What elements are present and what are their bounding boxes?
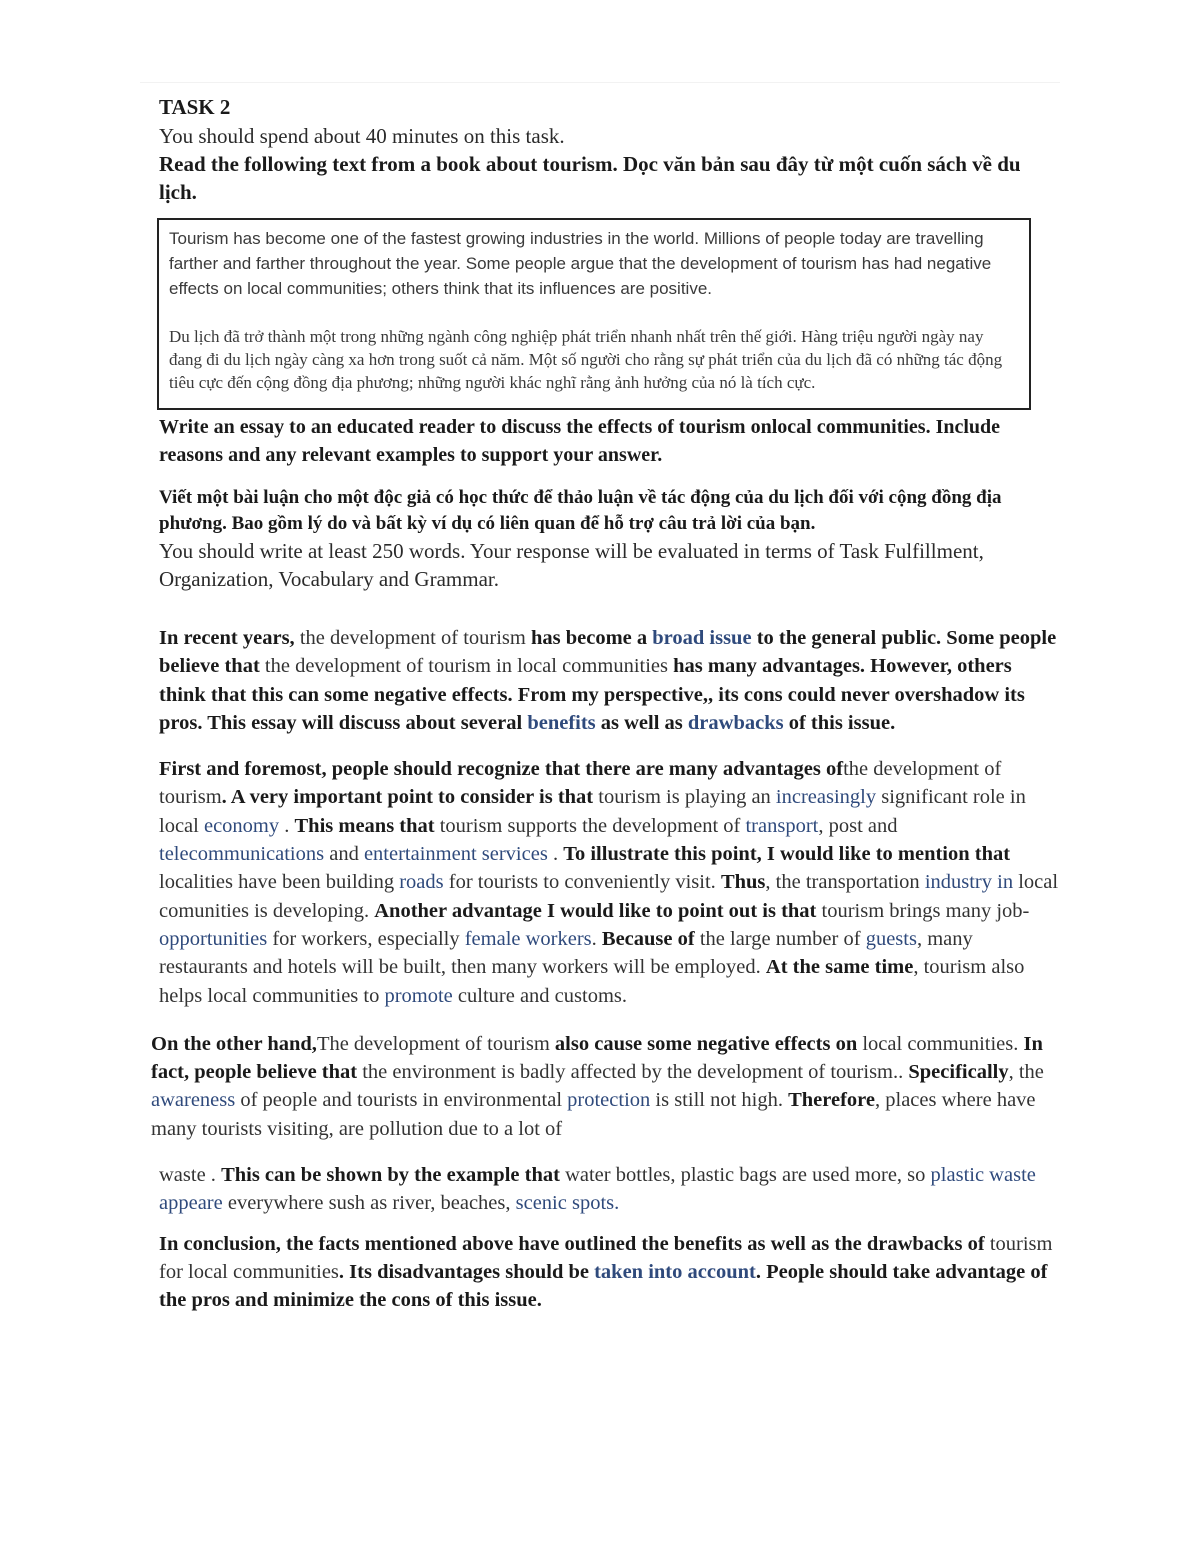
text-run: scenic spots.	[515, 1192, 620, 1215]
text-run: has many advantages. However, others think that this can some negative effects. From my perspective,, its cons could never overshadow its pros. This essay will discuss about several	[159, 655, 1025, 734]
text-run: has become a	[530, 627, 653, 649]
text-run: , post and	[818, 814, 898, 837]
text-run: tourism is playing an	[598, 786, 776, 809]
text-run: awareness	[151, 1089, 236, 1112]
page-top-border	[140, 82, 1060, 83]
text-run: significant role in local	[159, 786, 1026, 837]
text-run: This can be shown by the example that	[221, 1164, 566, 1187]
text-run: , many restaurants and hotels will be built, then many workers will be employed.	[159, 927, 973, 979]
essay-instruction-vietnamese: Viết một bài luận cho một độc giả có học thức để thảo luận về tác động của du lịch đối với cộng đồng địa phương. Bao gồm lý do và bất kỳ ví dụ có liên quan để hỗ trợ câu trả lời của bạn.	[159, 487, 1002, 534]
essay-paragraph-advantages	[159, 755, 1059, 1010]
source-text-box	[157, 218, 1031, 410]
text-run: guests	[865, 927, 917, 950]
essay-instruction-english: Write an essay to an educated reader to discuss the effects of tourism onlocal communities. Include reasons and any relevant examples to support your answer.	[159, 416, 1001, 466]
text-run: local comunities is developing.	[159, 871, 1059, 922]
text-run: the development of tourism in local communities	[264, 655, 674, 678]
text-run: culture and customs.	[452, 984, 628, 1007]
read-prompt: Read the following text from a book about tourism. Dọc văn bản sau đây từ một cuốn sách về du lịch.	[159, 152, 1021, 204]
text-run: .	[547, 843, 564, 866]
text-run: . People should take advantage of the pros and minimize the cons of this issue.	[159, 1260, 1048, 1312]
text-run: drawbacks	[687, 711, 784, 734]
text-run: This means that	[294, 814, 440, 837]
text-run: promote	[384, 984, 453, 1007]
text-run: the development of tourism	[299, 627, 531, 649]
text-run: transport	[745, 814, 819, 837]
text-run: At the same time	[765, 956, 914, 979]
source-text-english: Tourism has become one of the fastest growing industries in the world. Millions of people today are travelling farther and farther throughout the year. Some people argue that the development of tourism has had negative effects on local communities; others think that its influences are positive.	[169, 229, 992, 298]
text-run: First and foremost, people should recognize that there are many advantages of	[159, 758, 844, 781]
text-run: water bottles, plastic bags are used more, so	[565, 1164, 931, 1187]
text-run: , tourism also helps local communities to	[159, 956, 1025, 1007]
text-run: Thus	[720, 871, 766, 894]
text-run: as well as	[595, 711, 688, 734]
text-run: telecommunications	[159, 843, 325, 866]
text-run: the development of tourism	[159, 758, 1002, 809]
text-run: To illustrate this point, I would like to mention that	[563, 843, 1011, 866]
essay-paragraph-disadvantages	[151, 1030, 1056, 1143]
source-text-vietnamese: Du lịch đã trở thành một trong những ngành công nghiệp phát triển nhanh nhất trên thế giới. Hàng triệu người ngày nay đang đi du lịch ngày càng xa hơn trong suốt cả năm. Một số người cho rằng sự phát triển của du lịch đã có những tác động tiêu cực đến cộng đồng địa phương; những người khác nghĩ rằng ảnh hưởng của nó là tích cực.	[169, 327, 1003, 392]
text-run: the environment is badly affected by the development of tourism..	[362, 1061, 909, 1084]
text-run: female workers	[464, 927, 592, 950]
task-page	[159, 92, 1059, 593]
word-count-instruction: You should write at least 250 words. Your response will be evaluated in terms of Task Fulfillment, Organization, Vocabulary and Grammar.	[159, 539, 984, 591]
text-run: roads	[399, 871, 444, 894]
text-run: to the general public. Some people believe that	[159, 627, 1057, 678]
text-run: entertainment services	[363, 843, 548, 866]
essay-paragraph-introduction	[159, 624, 1059, 737]
text-run: , the transportation	[765, 871, 925, 894]
text-run: for workers, especially	[267, 927, 465, 950]
text-run: . A very important point to consider is that	[221, 786, 599, 809]
text-run: waste .	[159, 1164, 222, 1187]
time-instruction: You should spend about 40 minutes on this task.	[159, 124, 565, 148]
text-run: benefits	[527, 711, 596, 734]
text-run: also cause some negative effects on	[554, 1032, 863, 1055]
text-run: Another advantage I would like to point out is that	[374, 899, 822, 922]
text-run: taken into account	[594, 1260, 756, 1283]
task-title: TASK 2	[159, 95, 231, 119]
text-run: increasingly	[775, 786, 877, 809]
text-run: tourism supports the development of	[439, 814, 746, 837]
text-run: .	[279, 814, 295, 837]
text-run: protection	[567, 1089, 651, 1112]
essay-body	[151, 624, 1059, 1315]
text-run: tourism for local communities	[159, 1232, 1053, 1283]
text-run: of this issue.	[783, 711, 896, 734]
text-run: . Its disadvantages should be	[338, 1260, 595, 1283]
text-run: In fact, people believe that	[151, 1032, 1043, 1084]
text-run: economy	[203, 814, 280, 837]
text-run: tourism brings many job-	[821, 899, 1030, 922]
text-run: and	[324, 843, 364, 866]
essay-paragraph-conclusion	[159, 1230, 1059, 1315]
essay-paragraph-disadvantages-continued	[159, 1161, 1059, 1218]
text-run: In conclusion, the facts mentioned above have outlined the benefits as well as the drawbacks of	[159, 1232, 990, 1255]
text-run: everywhere sush as river, beaches,	[222, 1192, 516, 1215]
text-run: .	[591, 927, 602, 950]
text-run: localities have been building	[159, 871, 400, 894]
text-run: of people and tourists in environmental	[235, 1089, 568, 1112]
text-run: broad issue	[652, 627, 752, 649]
text-run: for tourists to conveniently visit.	[443, 871, 721, 894]
text-run: In recent years,	[159, 627, 300, 649]
text-run: industry in	[924, 871, 1014, 894]
text-run: local communities.	[862, 1032, 1024, 1055]
text-run: , places where have many tourists visiting, are pollution due to a lot of	[151, 1089, 1036, 1140]
text-run: Because of	[601, 927, 700, 950]
text-run: Therefore	[788, 1089, 876, 1112]
text-run: , the	[1008, 1061, 1044, 1084]
text-run: the large number of	[699, 927, 866, 950]
text-run: The development of tourism	[316, 1032, 555, 1055]
text-run: is still not high.	[650, 1089, 789, 1112]
text-run: Specifically	[908, 1061, 1009, 1084]
text-run: opportunities	[159, 927, 268, 950]
text-run: On the other hand,	[151, 1032, 317, 1055]
text-run: plastic waste appeare	[159, 1164, 1036, 1215]
